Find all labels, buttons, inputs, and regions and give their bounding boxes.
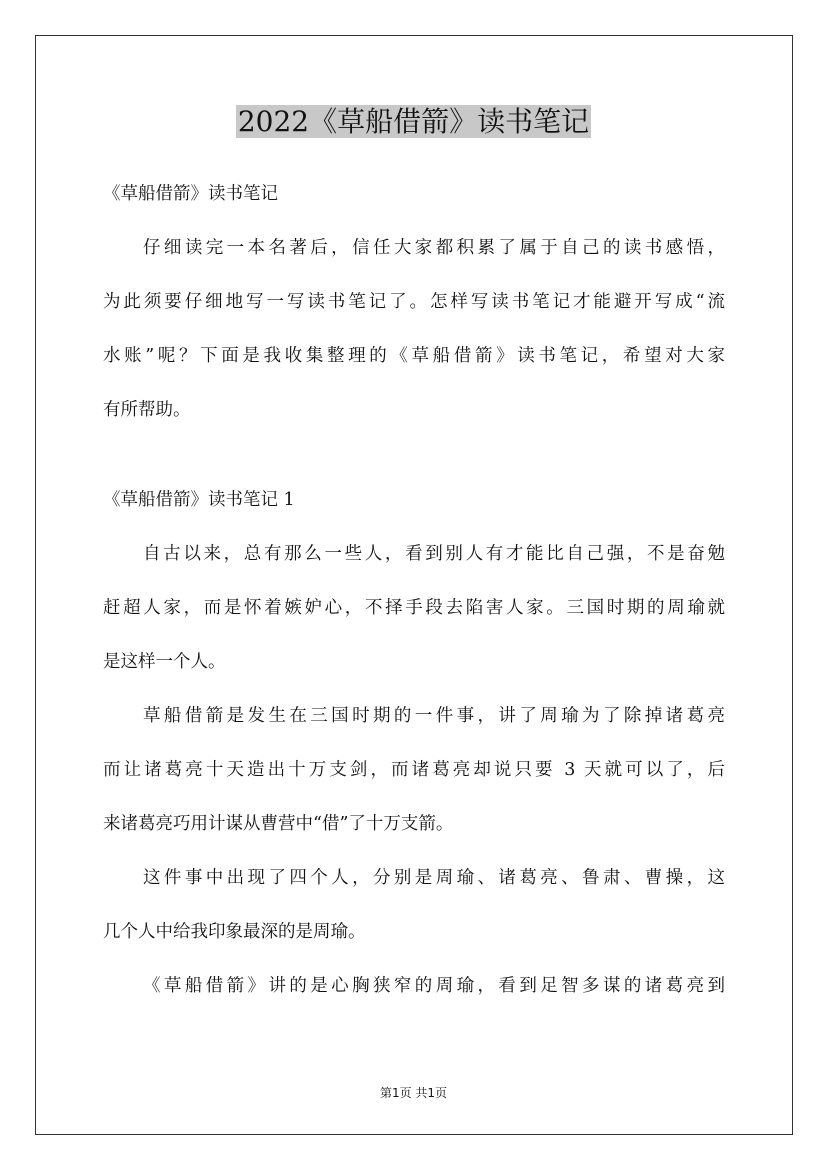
document-body [103, 176, 725, 1004]
subtitle-line: 《草船借箭》读书笔记 [103, 184, 278, 204]
section-heading: 《草船借箭》读书笔记 1 [103, 490, 295, 510]
title-text: 2022《草船借箭》读书笔记 [237, 105, 590, 138]
paragraph-line: 为此须要仔细地写一写读书笔记了。怎样写读书笔记才能避开写成“流 [103, 292, 725, 312]
paragraph-line: 来诸葛亮巧用计谋从曹营中“借”了十万支箭。 [103, 814, 454, 834]
paragraph-line: 有所帮助。 [103, 400, 191, 420]
paragraph-line: 赶超人家，而是怀着嫉妒心，不择手段去陷害人家。三国时期的周瑜就 [103, 598, 725, 618]
paragraph-line: 而让诸葛亮十天造出十万支剑，而诸葛亮却说只要 3 天就可以了，后 [103, 760, 725, 780]
page-footer: 第1页 共1页 [379, 1086, 448, 1100]
paragraph-line: 仔细读完一本名著后，信任大家都积累了属于自己的读书感悟， [143, 238, 725, 258]
paragraph-line: 这件事中出现了四个人，分别是周瑜、诸葛亮、鲁肃、曹操，这 [143, 868, 725, 888]
paragraph-line: 几个人中给我印象最深的是周瑜。 [103, 922, 366, 942]
paragraph-line: 草船借箭是发生在三国时期的一件事，讲了周瑜为了除掉诸葛亮 [143, 706, 725, 726]
paragraph-line: 水账”呢？下面是我收集整理的《草船借箭》读书笔记，希望对大家 [103, 346, 725, 366]
paragraph-line: 自古以来，总有那么一些人，看到别人有才能比自己强，不是奋勉 [143, 544, 725, 564]
paragraph-line: 《草船借箭》讲的是心胸狭窄的周瑜，看到足智多谋的诸葛亮到 [143, 976, 725, 996]
paragraph-line: 是这样一个人。 [103, 652, 226, 672]
blank-line [103, 428, 725, 464]
document-title [0, 100, 827, 144]
